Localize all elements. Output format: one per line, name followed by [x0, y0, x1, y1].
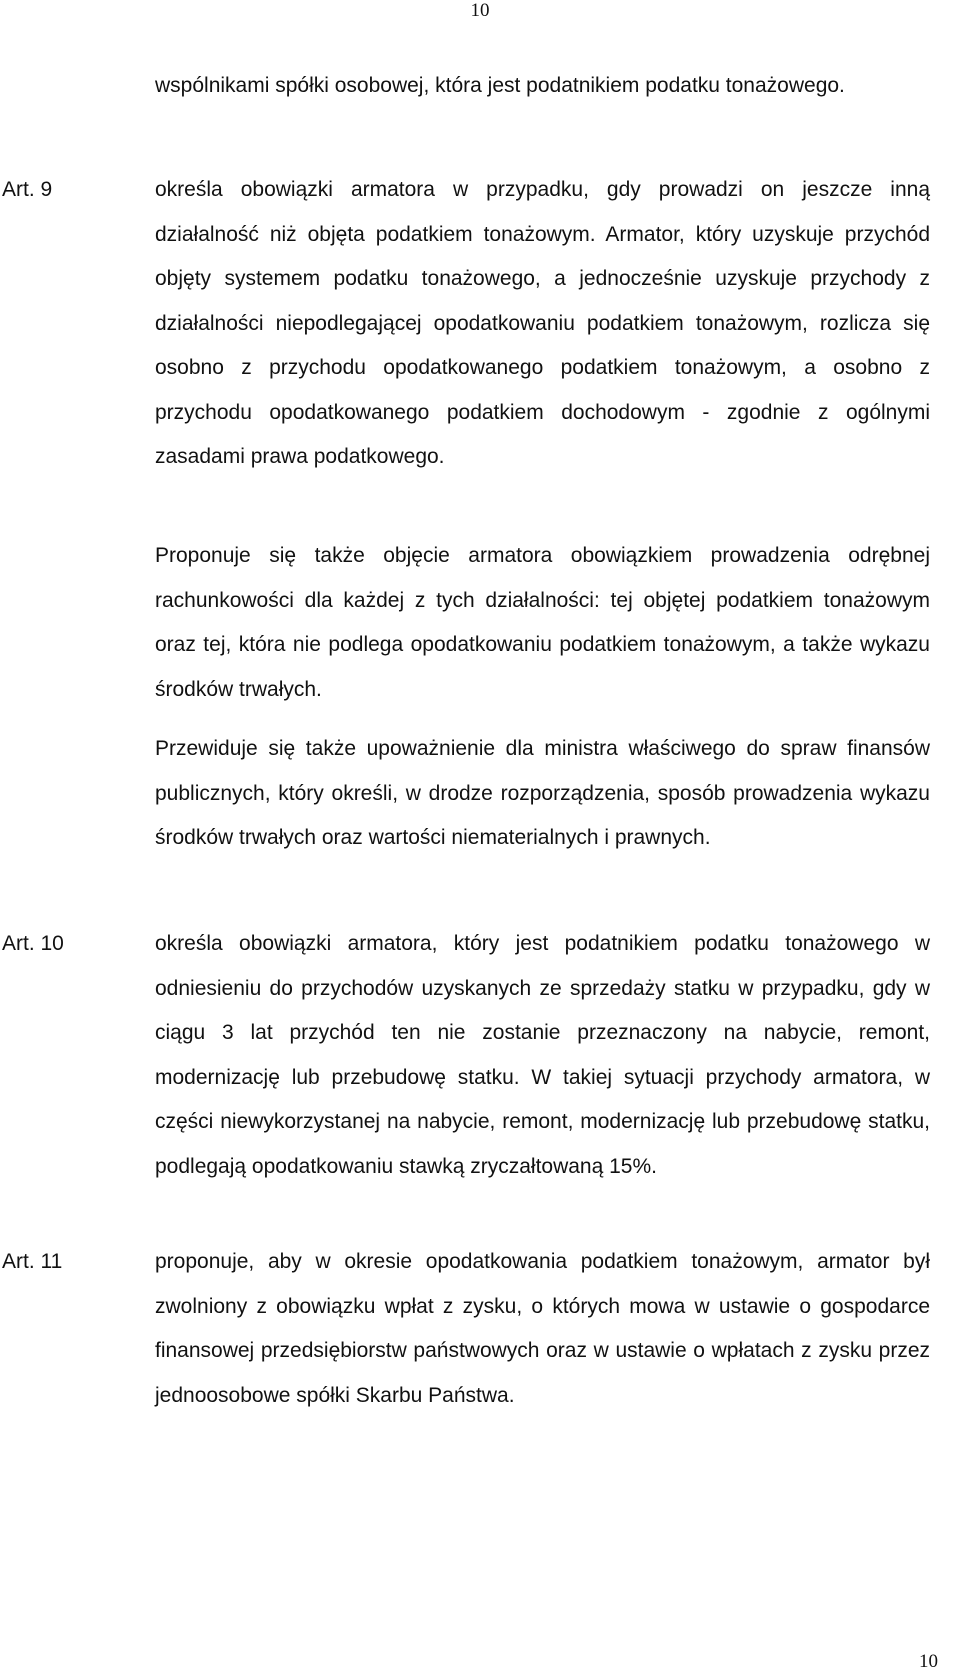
- block-art-9-text: [155, 168, 930, 480]
- paragraph: określa obowiązki armatora w przypadku, gdy prowadzi on jeszcze inną działalność niż objęta podatkiem tonażowym. Armator, który uzyskuje przychód objęty systemem podatku tonażowego, a jednocześnie uzyskuje przychody z działalności niepodlegającej opodatkowaniu podatkiem tonażowym, rozlicza się osobno z przychodu opodatkowanego podatkiem tonażowym, a osobno z przychodu opodatkowanego podatkiem dochodowym - zgodnie z ogólnymi zasadami prawa podatkowego.: [155, 178, 930, 468]
- paragraph: określa obowiązki armatora, który jest podatnikiem podatku tonażowego w odniesieniu do przychodów uzyskanych ze sprzedaży statku w przypadku, gdy w ciągu 3 lat przychód ten nie zostanie przeznaczony na nabycie, remont, modernizację lub przebudowę statku. W takiej sytuacji przychody armatora, w części niewykorzystanej na nabycie, remont, modernizację lub przebudowę statku, podlegają opodatkowaniu stawką zryczałtowaną 15%.: [155, 932, 930, 1178]
- article-label-art-10: Art. 10: [2, 932, 64, 955]
- block-continuation-text: [155, 64, 930, 109]
- page-number-top: 10: [470, 0, 490, 21]
- article-label-art-11: Art. 11: [2, 1250, 63, 1273]
- paragraph: Proponuje się także objęcie armatora obowiązkiem prowadzenia odrębnej rachunkowości dla każdej z tych działalności: tej objętej podatkiem tonażowym oraz tej, która nie podlega opodatkowaniu podatkiem tonażowym, a także wykazu środków trwałych.: [155, 544, 930, 701]
- paragraph: proponuje, aby w okresie opodatkowania podatkiem tonażowym, armator był zwolniony z obowiązku wpłat z zysku, o których mowa w ustawie o gospodarce finansowej przedsiębiorstw państwowych oraz w ustawie o wpłatach z zysku przez jednoosobowe spółki Skarbu Państwa.: [155, 1250, 930, 1407]
- paragraph: Przewiduje się także upoważnienie dla ministra właściwego do spraw finansów publicznych, który określi, w drodze rozporządzenia, sposób prowadzenia wykazu środków trwałych oraz wartości niematerialnych i prawnych.: [155, 737, 930, 849]
- block-art-10-text: [155, 922, 930, 1189]
- page-number-bottom: 10: [919, 1651, 938, 1672]
- article-label-art-9: Art. 9: [2, 178, 53, 201]
- block-art-11-text: [155, 1240, 930, 1418]
- block-art-9-para-3-text: [155, 727, 930, 861]
- block-art-9-para-2-text: [155, 534, 930, 712]
- paragraph: wspólnikami spółki osobowej, która jest podatnikiem podatku tonażowego.: [155, 74, 845, 97]
